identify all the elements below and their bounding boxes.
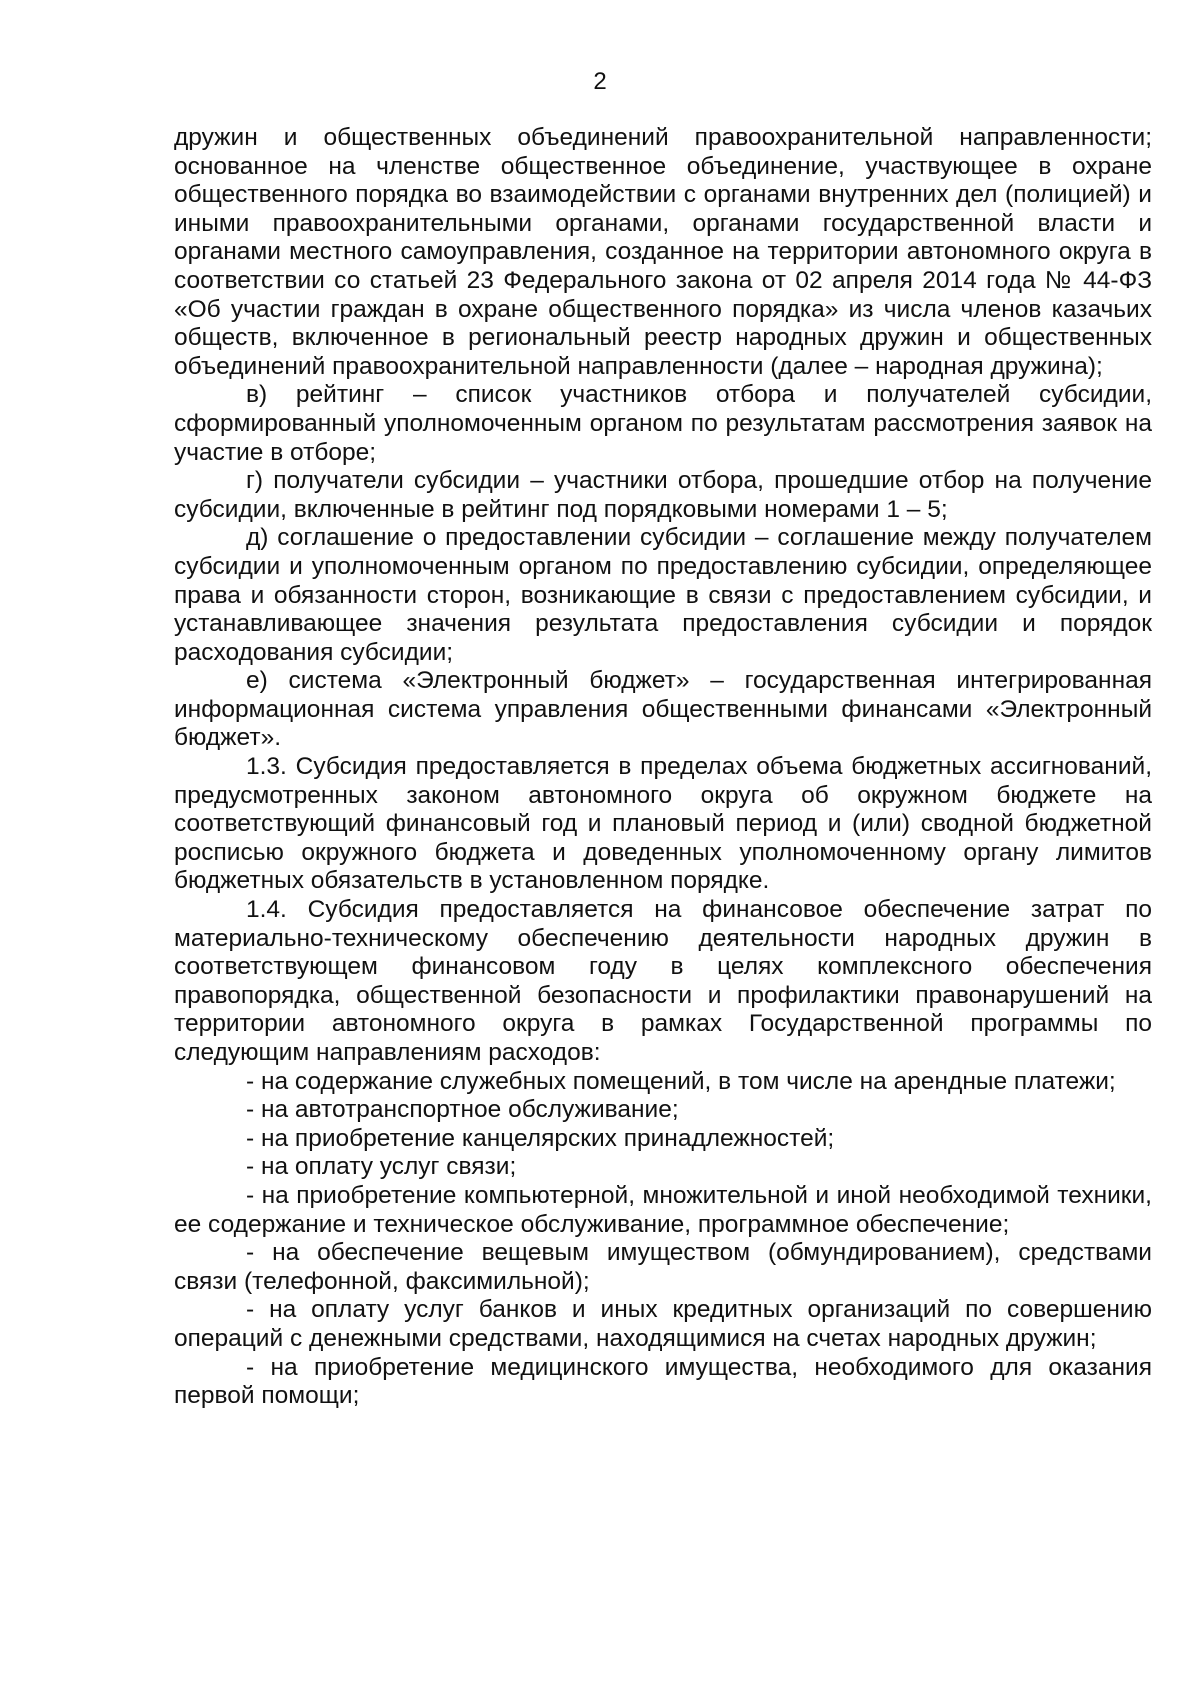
list-item-office-supplies: - на приобретение канцелярских принадлежностей; bbox=[246, 1124, 835, 1152]
paragraph-definition-continuation: дружин и общественных объединений правоохранительной направленности; основанное на членстве общественное объединение, участвующее в охране общественного порядка во взаимодействии с органами внутренних дел (полицией) и иными правоохранительными органами, органами государственной власти и органами местного самоуправления, созданное на территории автономного округа в соответствии со статьей 23 Федерального закона от 02 апреля 2014 года № 44-ФЗ «Об участии граждан в охране общественного порядка» из числа членов казачьих обществ, включенное в региональный реестр народных дружин и общественных объединений правоохранительной направленности (далее – народная дружина); bbox=[174, 124, 1152, 380]
document-body bbox=[174, 124, 1152, 1411]
paragraph-rating-definition: в) рейтинг – список участников отбора и получателей субсидии, сформированный уполномоченным органом по результатам рассмотрения заявок на участие в отборе; bbox=[174, 381, 1152, 466]
list-item-bank-services: - на оплату услуг банков и иных кредитных организаций по совершению операций с денежными средствами, находящимися на счетах народных дружин; bbox=[174, 1296, 1152, 1352]
list-item-medical-supplies: - на приобретение медицинского имущества, необходимого для оказания первой помощи; bbox=[174, 1353, 1152, 1410]
list-item-communication-services: - на оплату услуг связи; bbox=[246, 1153, 517, 1181]
list-item-equipment-purchase: - на приобретение компьютерной, множительной и иной необходимой техники, ее содержание и техническое обслуживание, программное обеспечение; bbox=[174, 1181, 1152, 1238]
paragraph-recipients-definition: г) получатели субсидии – участники отбора, прошедшие отбор на получение субсидии, включенные в рейтинг под порядковыми номерами 1 – 5; bbox=[174, 467, 1152, 523]
page-number: 2 bbox=[593, 68, 607, 95]
paragraph-section-1-3: 1.3. Субсидия предоставляется в пределах объема бюджетных ассигнований, предусмотренных законом автономного округа об окружном бюджете на соответствующий финансовый год и плановый период и (или) сводной бюджетной росписью окружного бюджета и доведенных уполномоченному органу лимитов бюджетных обязательств в установленном порядке. bbox=[174, 753, 1152, 895]
paragraph-section-1-4: 1.4. Субсидия предоставляется на финансовое обеспечение затрат по материально-техническому обеспечению деятельности народных дружин в соответствующем финансовом году в целях комплексного обеспечения правопорядка, общественной безопасности и профилактики правонарушений на территории автономного округа в рамках Государственной программы по следующим направлениям расходов: bbox=[174, 896, 1152, 1066]
list-item-uniform-and-communication-means: - на обеспечение вещевым имуществом (обмундированием), средствами связи (телефонной, факсимильной); bbox=[174, 1239, 1152, 1295]
paragraph-electronic-budget-definition: е) система «Электронный бюджет» – государственная интегрированная информационная система управления общественными финансами «Электронный бюджет». bbox=[174, 667, 1152, 752]
list-item-vehicle-service: - на автотранспортное обслуживание; bbox=[246, 1096, 679, 1124]
list-item-premises-maintenance: - на содержание служебных помещений, в том числе на арендные платежи; bbox=[246, 1067, 1116, 1095]
paragraph-agreement-definition: д) соглашение о предоставлении субсидии – соглашение между получателем субсидии и уполномоченным органом по предоставлению субсидии, определяющее права и обязанности сторон, возникающие в связи с предоставлением субсидии, и устанавливающее значения результата предоставления субсидии и порядок расходования субсидии; bbox=[174, 524, 1152, 666]
